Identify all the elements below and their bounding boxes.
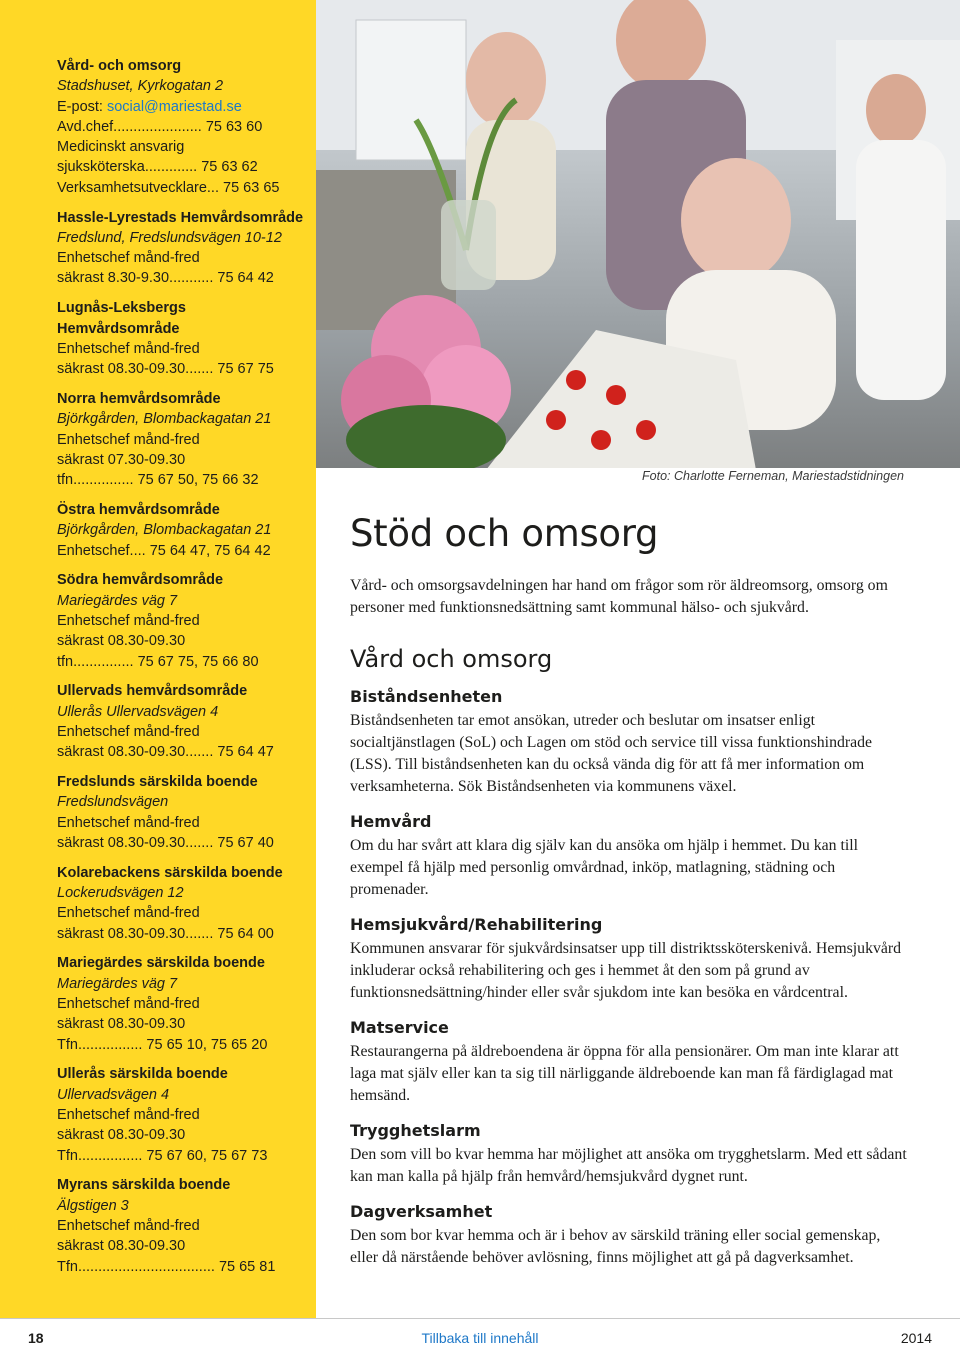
- unit-block: [57, 772, 307, 853]
- email-link[interactable]: social@mariestad.se: [106, 98, 242, 115]
- unit-line: säkrast 08.30-09.30....... 75 64 00: [57, 925, 274, 942]
- unit-title: Norra hemvårdsområde: [57, 390, 221, 407]
- unit-block: [57, 953, 307, 1054]
- unit-title: Lugnås-Leksbergs Hemvårdsområde: [57, 300, 186, 337]
- subsection-title: Hemvård: [350, 812, 432, 831]
- unit-line: Enhetschef månd-fred: [57, 814, 200, 831]
- subsection-list: [350, 687, 910, 1269]
- unit-block: [57, 1064, 307, 1165]
- unit-line: Enhetschef månd-fred: [57, 995, 200, 1012]
- unit-line: säkrast 08.30-09.30....... 75 64 47: [57, 744, 274, 761]
- subsection-text: Den som vill bo kvar hemma har möjlighet att ansöka om trygghetslarm. Med ett sådant kan man kalla på hjälp från hemvård/hemsjukvård dygnet runt.: [350, 1146, 907, 1185]
- unit-title: Fredslunds särskilda boende: [57, 774, 258, 790]
- unit-block: [57, 298, 307, 379]
- unit-line: Enhetschef månd-fred: [57, 340, 200, 357]
- contact-line: sjuksköterska............. 75 63 62: [57, 159, 258, 176]
- contact-address: Stadshuset, Kyrkogatan 2: [57, 78, 224, 95]
- unit-line: säkrast 08.30-09.30: [57, 1127, 186, 1144]
- subsection-title: Biståndsenheten: [350, 687, 503, 706]
- unit-line: Tfn.................................. 75 65 81: [57, 1258, 276, 1275]
- contact-block-main: [57, 56, 307, 198]
- contact-line: Avd.chef...................... 75 63 60: [57, 118, 263, 135]
- unit-address: Mariegärdes väg 7: [57, 975, 178, 992]
- unit-title: Ullerås särskilda boende: [57, 1066, 228, 1083]
- unit-address: Fredslundsvägen: [57, 794, 169, 811]
- email-label: E-post:: [57, 98, 107, 115]
- unit-line: säkrast 08.30-09.30: [57, 1016, 186, 1033]
- unit-line: säkrast 08.30-09.30: [57, 1238, 186, 1255]
- page-number: 18: [28, 1330, 44, 1346]
- unit-address: Lockerudsvägen 12: [57, 884, 184, 901]
- unit-title: Östra hemvårdsområde: [57, 501, 220, 518]
- back-to-contents-link[interactable]: Tillbaka till innehåll: [421, 1330, 539, 1346]
- unit-line: Tfn................ 75 65 10, 75 65 20: [57, 1036, 268, 1053]
- subsection-text: Kommunen ansvarar för sjukvårdsinsatser upp till distriktssköterskenivå. Hemsjukvård inkluderar också rehabilitering och ges i hemmet åt den som på grund av funktionsnedsättning/hinder eller svår sjukdom inte kan besöka en vårdcentral.: [350, 940, 902, 1001]
- unit-line: Enhetschef månd-fred: [57, 723, 200, 740]
- unit-line: säkrast 08.30-09.30....... 75 67 40: [57, 834, 274, 851]
- unit-line: Enhetschef månd-fred: [57, 905, 200, 922]
- unit-line: Enhetschef månd-fred: [57, 612, 200, 629]
- unit-address: Björkgården, Blombackagatan 21: [57, 411, 272, 428]
- unit-line: säkrast 07.30-09.30: [57, 451, 186, 468]
- unit-block: [57, 863, 307, 944]
- unit-block: [57, 570, 307, 671]
- unit-address: Fredslund, Fredslundsvägen 10-12: [57, 229, 282, 246]
- unit-line: Enhetschef månd-fred: [57, 1106, 200, 1123]
- unit-address: Björkgården, Blombackagatan 21: [57, 522, 272, 539]
- contact-list: [57, 56, 307, 1286]
- footer-year: 2014: [900, 1330, 932, 1346]
- unit-address: Mariegärdes väg 7: [57, 592, 178, 609]
- unit-title: Kolarebackens särskilda boende: [57, 864, 283, 881]
- unit-block: [57, 1175, 307, 1276]
- section-title: Vård och omsorg: [350, 645, 553, 673]
- unit-line: säkrast 8.30-9.30........... 75 64 42: [57, 270, 274, 287]
- subsection-text: Biståndsenheten tar emot ansökan, utreder och beslutar om insatser enligt socialtjänstlagen (SoL) och Lagen om stöd och service till vissa funktionshindrade (LSS). Till biståndsenheten kan du också vända dig för att få mer information om verksamheterna. Sök Biståndsenheten via kommunens växel.: [350, 712, 873, 795]
- unit-line: Enhetschef månd-fred: [57, 1217, 200, 1234]
- unit-list: [57, 208, 307, 1277]
- unit-title: Ullervads hemvårdsområde: [57, 683, 248, 700]
- unit-block: [57, 389, 307, 490]
- intro-text: Vård- och omsorgsavdelningen har hand om frågor som rör äldreomsorg, omsorg om personer med funktionsnedsättning samt kommunal hälso- och sjukvård.: [350, 577, 888, 616]
- unit-title: Myrans särskilda boende: [57, 1177, 231, 1194]
- subsection-title: Trygghetslarm: [350, 1121, 481, 1140]
- page-title: Stöd och omsorg: [350, 512, 659, 555]
- photo-credit: Foto: Charlotte Ferneman, Mariestadstidningen: [642, 469, 904, 483]
- contact-title: Vård- och omsorg: [57, 58, 182, 74]
- subsection-title: Matservice: [350, 1018, 449, 1037]
- unit-address: Ullerås Ullervadsvägen 4: [57, 703, 219, 720]
- unit-block: [57, 208, 307, 289]
- unit-line: Tfn................ 75 67 60, 75 67 73: [57, 1147, 268, 1164]
- unit-address: Älgstigen 3: [57, 1197, 129, 1214]
- subsection-text: Restaurangerna på äldreboendena är öppna för alla pensionärer. Om man inte klarar att laga mat själv eller kan ta sig till närliggande äldreboende kan man få färdiglagad mat hemsänd.: [350, 1043, 899, 1104]
- unit-line: Enhetschef månd-fred: [57, 431, 200, 448]
- unit-line: tfn............... 75 67 50, 75 66 32: [57, 472, 259, 489]
- subsection-text: Om du har svårt att klara dig själv kan du ansöka om hjälp i hemmet. Du kan till exempel få hjälp med personlig omvårdnad, inköp, matlagning, städning och promenader.: [350, 837, 859, 898]
- unit-title: Södra hemvårdsområde: [57, 572, 224, 589]
- page-footer: [0, 1318, 960, 1348]
- unit-block: [57, 500, 307, 561]
- contact-line: Medicinskt ansvarig: [57, 139, 185, 156]
- unit-block: [57, 681, 307, 762]
- photo-illustration: [316, 0, 960, 468]
- main-content: [350, 512, 910, 1269]
- subsection-text: Den som bor kvar hemma och är i behov av särskild träning eller social gemenskap, eller då närstående behöver avlösning, finns möjlighet att gå på dagverksamhet.: [350, 1227, 881, 1266]
- subsection-title: Dagverksamhet: [350, 1202, 493, 1221]
- unit-title: Hassle-Lyrestads Hemvårdsområde: [57, 209, 304, 226]
- unit-line: säkrast 08.30-09.30....... 75 67 75: [57, 361, 274, 378]
- unit-address: Ullervadsvägen 4: [57, 1086, 170, 1103]
- unit-line: tfn............... 75 67 75, 75 66 80: [57, 653, 259, 670]
- subsection-title: Hemsjukvård/Rehabilitering: [350, 915, 603, 934]
- photo-elderly-care: [316, 0, 960, 468]
- unit-line: Enhetschef månd-fred: [57, 250, 200, 267]
- contact-email-line: [57, 97, 307, 117]
- contact-line: Verksamhetsutvecklare... 75 63 65: [57, 179, 280, 196]
- unit-title: Mariegärdes särskilda boende: [57, 955, 265, 972]
- unit-line: Enhetschef.... 75 64 47, 75 64 42: [57, 542, 271, 559]
- contact-sidebar: [0, 0, 316, 1318]
- unit-line: säkrast 08.30-09.30: [57, 633, 186, 650]
